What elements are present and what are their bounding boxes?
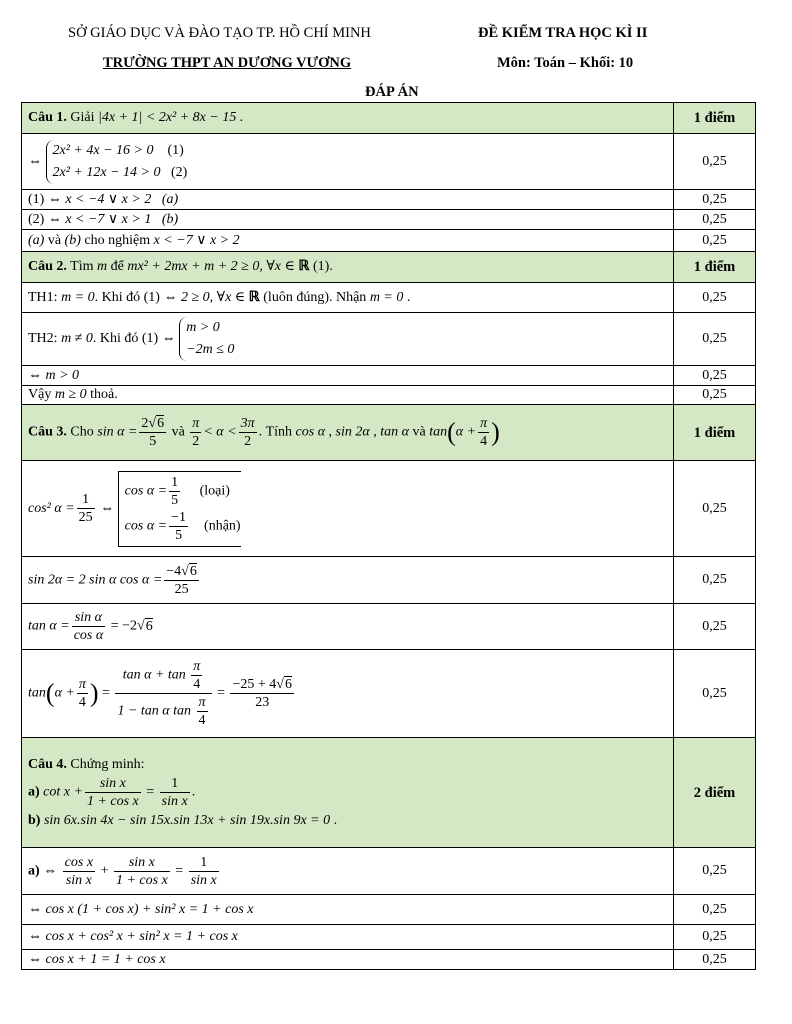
answer-step: cos² α = $\frac{1}{25}$ ⇔ cos α = $\frac{1}{5}$ (loại) cos α = $\frac{-1}{5}$ (nhận)	[22, 461, 674, 557]
answer-step: (1) ⇔ x < −4 ∨ x > 2 (a)	[22, 190, 674, 210]
answer-row	[22, 366, 756, 386]
answer-step: TH2: m ≠ 0. Khi đó (1) ⇔ m > 0 −2m ≤ 0	[22, 313, 674, 366]
score: 0,25	[674, 210, 756, 230]
score: 0,25	[674, 313, 756, 366]
answer-row	[22, 925, 756, 950]
answer-row	[22, 950, 756, 970]
answer-row	[22, 134, 756, 190]
answer-row	[22, 190, 756, 210]
answer-row	[22, 230, 756, 252]
score-4: 2 điểm	[674, 738, 756, 848]
answer-table	[21, 102, 756, 970]
answer-step: ⇔ cos x (1 + cos x) + sin² x = 1 + cos x	[22, 895, 674, 925]
score: 0,25	[674, 950, 756, 970]
answer-row	[22, 557, 756, 604]
score: 0,25	[674, 895, 756, 925]
score: 0,25	[674, 134, 756, 190]
question-3: Câu 3. Cho sin α = $\frac{2√6}{5}$ và $\frac{\pi}{2}$ < α < $\frac{3\pi}{2}$ . Tính cos α , sin 2α , tan α và tan(α + $\frac{\pi}{4}$ )	[22, 405, 674, 461]
answer-row	[22, 895, 756, 925]
answer-step: tan α = $\frac{\text{sin α}}{\text{cos α}}$ = −2√6	[22, 604, 674, 650]
answer-step: sin 2α = 2 sin α cos α = $\frac{-4√6}{25}$	[22, 557, 674, 604]
question-row	[22, 252, 756, 283]
answer-step: ⇔ m > 0	[22, 366, 674, 386]
score-3: 1 điểm	[674, 405, 756, 461]
answer-row	[22, 848, 756, 895]
score: 0,25	[674, 848, 756, 895]
answer-step: ⇔ cos x + 1 = 1 + cos x	[22, 950, 674, 970]
question-row	[22, 103, 756, 134]
score: 0,25	[674, 366, 756, 386]
score: 0,25	[674, 557, 756, 604]
question-2: Câu 2. Tìm m để mx² + 2mx + m + 2 ≥ 0, ∀x ∈ ℝ (1).	[22, 252, 674, 283]
question-row	[22, 405, 756, 461]
score-2: 1 điểm	[674, 252, 756, 283]
score: 0,25	[674, 230, 756, 252]
answer-row	[22, 386, 756, 405]
answer-step: (2) ⇔ x < −7 ∨ x > 1 (b)	[22, 210, 674, 230]
answer-row	[22, 313, 756, 366]
answer-step: ⇔ 2x² + 4x − 16 > 0 (1) 2x² + 12x − 14 > 0 (2)	[22, 134, 674, 190]
score: 0,25	[674, 386, 756, 405]
score: 0,25	[674, 283, 756, 313]
answer-row	[22, 210, 756, 230]
answer-step: Vậy m ≥ 0 thoả.	[22, 386, 674, 405]
answer-row	[22, 604, 756, 650]
question-1: Câu 1. Giải |4x + 1| < 2x² + 8x − 15 .	[22, 103, 674, 134]
answer-row	[22, 650, 756, 738]
score-1: 1 điểm	[674, 103, 756, 134]
subject-grade: Môn: Toán – Khối: 10	[497, 55, 634, 71]
score: 0,25	[674, 925, 756, 950]
exam-title: ĐỀ KIỂM TRA HỌC KÌ II	[478, 25, 648, 41]
school-name: TRƯỜNG THPT AN DƯƠNG VƯƠNG	[103, 55, 352, 71]
score: 0,25	[674, 190, 756, 210]
question-row	[22, 738, 756, 848]
answer-step: a) ⇔ $\frac{\text{cos x}}{\text{sin x}}$ + $\frac{\text{sin x}}{\text{1 + cos x}}$ = $\frac{1}{\text{sin x}}$	[22, 848, 674, 895]
score: 0,25	[674, 650, 756, 738]
score: 0,25	[674, 604, 756, 650]
department-name: SỞ GIÁO DỤC VÀ ĐÀO TẠO TP. HỒ CHÍ MINH	[68, 25, 371, 41]
answer-step: tan(α + $\frac{\pi}{4}$ ) = tan α + tan $\frac{\pi}{4}$ 1 − tan α tan $\frac{\pi}{4}$ = $\frac{-25 + 4√6}{23}$	[22, 650, 674, 738]
answer-row	[22, 283, 756, 313]
answer-step: (a) và (b) cho nghiệm x < −7 ∨ x > 2	[22, 230, 674, 252]
question-4: Câu 4. Chứng minh: a) cot x + $\frac{\text{sin x}}{\text{1 + cos x}}$ = $\frac{1}{\text{sin x}}$ . b) sin 6x.sin 4x − sin 15x.sin 13x + sin 19x.sin 9x = 0 .	[22, 738, 674, 848]
score: 0,25	[674, 461, 756, 557]
answer-row	[22, 461, 756, 557]
answer-step: ⇔ cos x + cos² x + sin² x = 1 + cos x	[22, 925, 674, 950]
answer-step: TH1: m = 0. Khi đó (1) ⇔ 2 ≥ 0, ∀x ∈ ℝ (luôn đúng). Nhận m = 0 .	[22, 283, 674, 313]
answer-key-title: ĐÁP ÁN	[365, 84, 419, 100]
